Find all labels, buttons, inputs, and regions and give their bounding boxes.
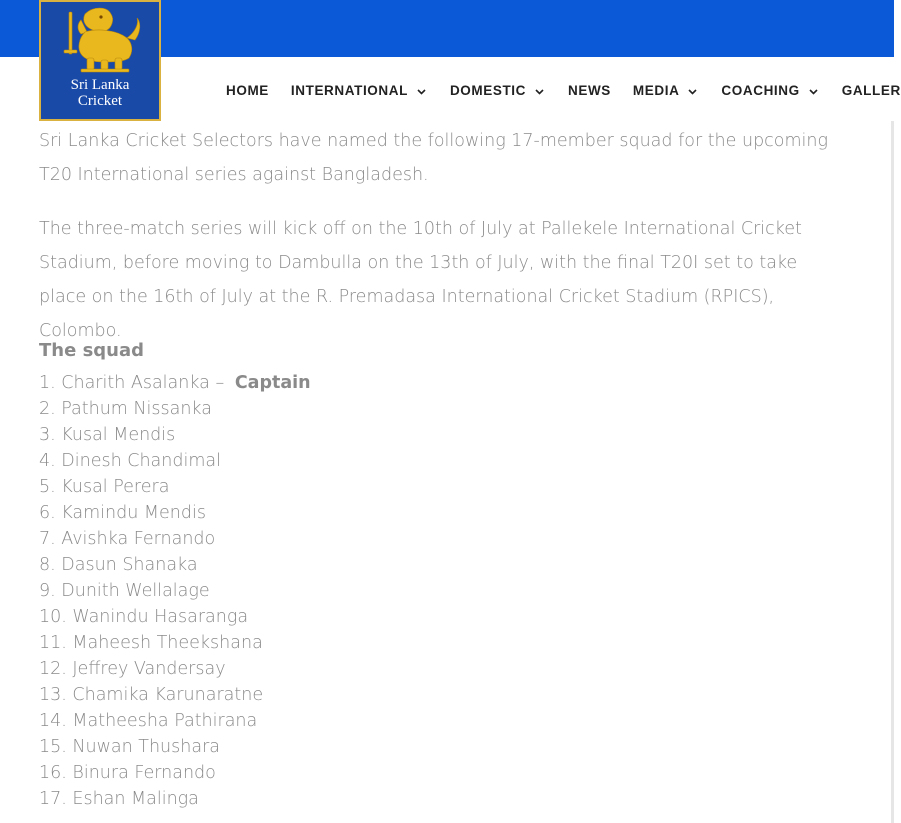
lion-emblem-icon xyxy=(41,2,159,78)
list-item: 4. Dinesh Chandimal xyxy=(39,451,221,471)
site-logo[interactable] xyxy=(39,0,161,121)
list-item: 5. Kusal Perera xyxy=(39,477,170,497)
list-item: 6. Kamindu Mendis xyxy=(39,503,206,523)
nav-domestic-label: DOMESTIC xyxy=(449,82,527,98)
logo-line1: Sri Lanka xyxy=(70,77,130,93)
chevron-down-icon xyxy=(688,83,697,98)
list-item: 8. Dasun Shanaka xyxy=(39,555,198,575)
list-item: 14. Matheesha Pathirana xyxy=(39,711,258,731)
nav-gallery[interactable] xyxy=(842,83,901,98)
chevron-down-icon xyxy=(535,83,544,98)
list-item: 17. Eshan Malinga xyxy=(39,789,199,809)
list-item: 12. Jeffrey Vandersay xyxy=(39,659,226,679)
article-paragraph-1: Sri Lanka Cricket Selectors have named the following 17-member squad for the upcoming T20 International series against Bangladesh. xyxy=(39,131,829,185)
logo-line2: Cricket xyxy=(77,93,123,109)
list-item: 13. Chamika Karunaratne xyxy=(39,685,264,705)
captain-label: Captain xyxy=(234,373,311,393)
nav-news-label: NEWS xyxy=(568,82,611,98)
squad-heading: The squad xyxy=(39,340,145,361)
nav-coaching-label: COACHING xyxy=(721,82,800,98)
nav-international[interactable] xyxy=(291,83,426,98)
squad-player: 1. Charith Asalanka – xyxy=(39,373,225,393)
nav-coaching[interactable] xyxy=(721,83,817,98)
chevron-down-icon xyxy=(809,83,818,98)
list-item: 15. Nuwan Thushara xyxy=(39,737,220,757)
list-item: 16. Binura Fernando xyxy=(39,763,216,783)
nav-media-label: MEDIA xyxy=(632,82,680,98)
chevron-down-icon xyxy=(417,83,426,98)
nav-news[interactable] xyxy=(568,83,611,98)
nav-domestic[interactable] xyxy=(450,83,544,98)
article-paragraph-2: The three-match series will kick off on the 10th of July at Pallekele International Cricket Stadium, before moving to Dambulla on the 13th of July, with the final T20I set to take place on the 16th of July at the R. Premadasa International Cricket Stadium (RPICS), Colombo. xyxy=(39,219,802,341)
squad-list xyxy=(39,370,311,812)
nav-media[interactable] xyxy=(633,83,698,98)
list-item: 3. Kusal Mendis xyxy=(39,425,176,445)
main-nav xyxy=(226,81,901,99)
list-item: 7. Avishka Fernando xyxy=(39,529,216,549)
nav-home-label: HOME xyxy=(226,82,269,98)
nav-home[interactable] xyxy=(226,83,269,98)
list-item xyxy=(39,370,311,396)
nav-gallery-label: GALLER xyxy=(841,82,901,98)
list-item: 11. Maheesh Theekshana xyxy=(39,633,263,653)
list-item: 9. Dunith Wellalage xyxy=(39,581,210,601)
nav-international-label: INTERNATIONAL xyxy=(290,82,408,98)
scrollbar-track[interactable] xyxy=(891,121,894,823)
list-item: 10. Wanindu Hasaranga xyxy=(39,607,249,627)
list-item: 2. Pathum Nissanka xyxy=(39,399,212,419)
